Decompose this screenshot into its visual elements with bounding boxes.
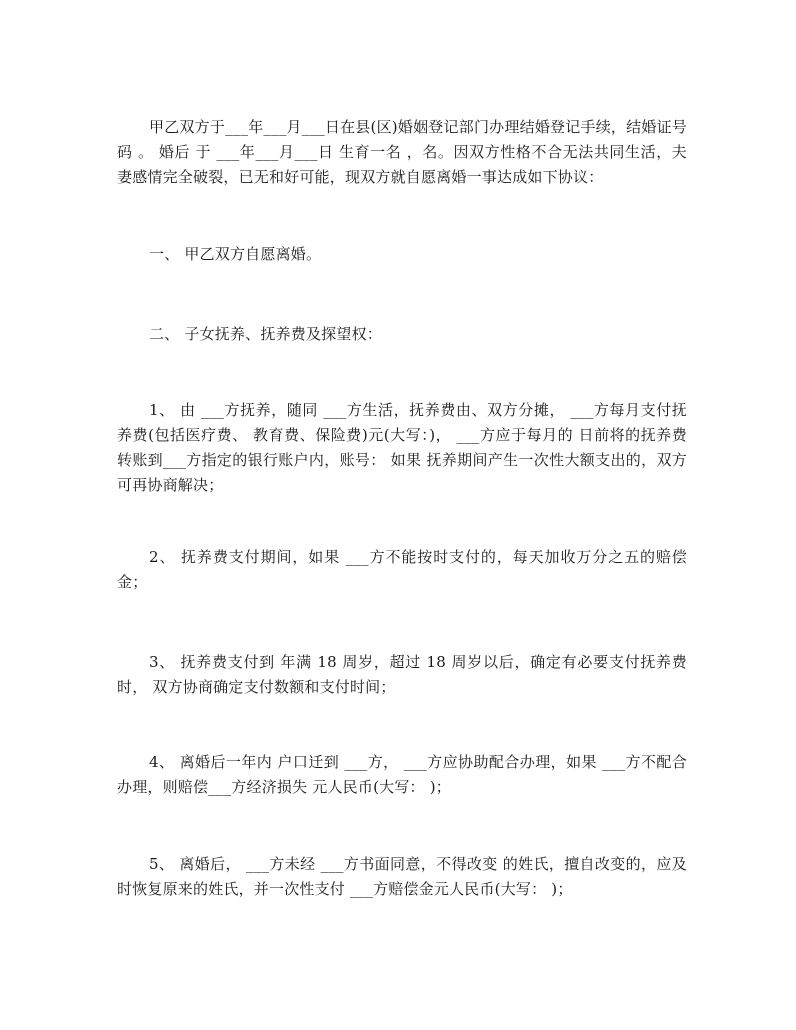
item-1-paragraph: 1、 由 ___方抚养，随同 ___方生活，抚养费由、双方分摊， ___方每月支付抚养费(包括医疗费、 教育费、保险费)元(大写：)， ___方应于每月的 日前将的抚养费转账到___方指定的银行账户内，账号： 如果 抚养期间产生一次性大额支出的，双方可再协商解决； (117, 401, 687, 494)
item-4-paragraph: 4、 离婚后一年内 户口迁到 ___方， ___方应协助配合办理，如果 ___方不配合办理，则赔偿___方经济损失 元人民币(大写： )； (117, 753, 687, 796)
item-3-paragraph: 3、 抚养费支付到 年满 18 周岁，超过 18 周岁以后，确定有必要支付抚养费时， 双方协商确定支付数额和支付时间； (117, 653, 687, 696)
intro-paragraph: 甲乙双方于___年___月___日在县(区)婚姻登记部门办理结婚登记手续，结婚证号码 。 婚后 于 ___年___月___日 生育一名 ，名。因双方性格不合无法共同生活，夫妻感情完全破裂，已无和好可能，现双方就自愿离婚一事达成如下协议： (117, 118, 687, 186)
item-2-paragraph: 2、 抚养费支付期间，如果 ___方不能按时支付的，每天加收万分之五的赔偿金； (117, 548, 687, 591)
section-one-heading: 一、 甲乙双方自愿离婚。 (149, 245, 322, 263)
section-two-heading: 二、 子女抚养、抚养费及探望权： (149, 325, 382, 343)
item-5-paragraph: 5、 离婚后， ___方未经 ___方书面同意，不得改变 的姓氏，擅自改变的，应及时恢复原来的姓氏，并一次性支付 ___方赔偿金元人民币(大写： )； (117, 855, 687, 898)
